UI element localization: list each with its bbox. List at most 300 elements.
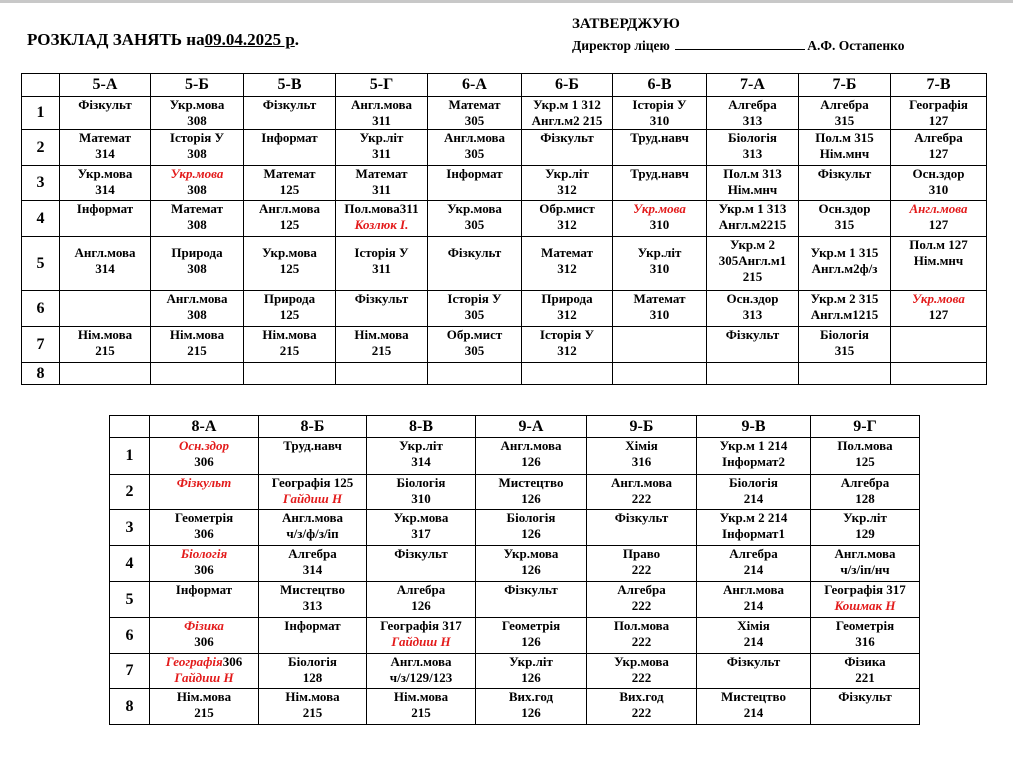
lesson-cell: [707, 237, 799, 291]
cell-line: [151, 146, 243, 162]
lesson-cell: [587, 438, 697, 475]
lesson-text: 222: [631, 705, 652, 720]
lesson-text: 215: [194, 705, 214, 720]
lesson-text: Хімія: [625, 438, 658, 453]
cell-line: [707, 146, 798, 162]
lesson-text: 315: [834, 217, 855, 232]
lesson-text: Обр.мист: [539, 201, 595, 216]
cell-line: [799, 327, 890, 343]
cell-line: [811, 654, 919, 670]
lesson-text: ч/з/ф/з/іп: [286, 526, 339, 541]
schedule-table-grades-8-9: [109, 415, 920, 725]
lesson-cell: [244, 237, 336, 291]
cell-line: [150, 454, 258, 470]
cell-line: [522, 327, 612, 343]
lesson-text: 126: [521, 705, 541, 720]
lesson-text: 314: [95, 146, 115, 161]
lesson-cell: [151, 237, 244, 291]
lesson-text: Алгебра: [914, 130, 963, 145]
cell-line: [613, 130, 706, 146]
lesson-text: 128: [855, 491, 875, 506]
cell-line: [587, 670, 696, 686]
lesson-text: Нім.мова: [354, 327, 409, 342]
lesson-text: 127: [928, 113, 949, 128]
lesson-row: [110, 582, 920, 618]
cell-line: [891, 146, 986, 162]
lesson-text: Укр.мова: [169, 97, 225, 112]
lesson-cell: [428, 97, 522, 130]
lesson-cell: [697, 438, 811, 475]
cell-line: [799, 245, 890, 261]
lesson-cell: [811, 582, 920, 618]
lesson-text: Нім.мова: [169, 327, 225, 342]
lesson-cell: [799, 166, 891, 201]
lesson-cell: [476, 510, 587, 546]
cell-line: [697, 582, 810, 598]
cell-line: [476, 510, 586, 526]
class-header: 6-А: [428, 74, 522, 97]
lesson-cell: [587, 475, 697, 510]
lesson-cell: [613, 166, 707, 201]
lesson-cell: [336, 327, 428, 363]
lesson-text: ч/з/129/123: [389, 670, 453, 685]
lesson-row: [22, 97, 987, 130]
cell-line: [799, 146, 890, 162]
lesson-text: 310: [928, 182, 949, 197]
lesson-cell: [60, 166, 151, 201]
lesson-cell: [613, 130, 707, 166]
cell-line: [697, 618, 810, 634]
lesson-text: 314: [95, 182, 115, 197]
class-header: 5-Б: [151, 74, 244, 97]
lesson-text: 128: [302, 670, 323, 685]
lesson-cell: [697, 689, 811, 725]
cell-line: [151, 182, 243, 198]
lesson-cell: [428, 201, 522, 237]
lesson-text: 125: [279, 217, 300, 232]
lesson-text: Фізкульт: [354, 291, 409, 306]
lesson-text: Математ: [79, 130, 131, 145]
teacher-or-note: Англ.мова: [909, 201, 968, 216]
cell-line: [811, 618, 919, 634]
class-header: 5-Г: [336, 74, 428, 97]
lesson-cell: [707, 291, 799, 327]
cell-line: [697, 689, 810, 705]
cell-line: [259, 654, 366, 670]
lesson-text: Фізкульт: [817, 166, 872, 181]
lesson-text: Фізкульт: [540, 130, 594, 145]
cell-line: [428, 217, 521, 233]
class-header: 5-В: [244, 74, 336, 97]
cell-line: [613, 97, 706, 113]
lesson-cell: [336, 201, 428, 237]
lesson-text: 306: [194, 454, 214, 469]
lesson-text: Математ: [171, 201, 223, 216]
cell-line: [259, 491, 366, 507]
approval-heading: ЗАТВЕРДЖУЮ: [572, 16, 680, 32]
lesson-text: 127: [928, 217, 949, 232]
lesson-text: Геометрія: [501, 618, 561, 633]
lesson-text: Осн.здор: [818, 201, 871, 216]
lesson-cell: [891, 97, 987, 130]
cell-line: [428, 130, 521, 146]
lesson-text: 222: [631, 562, 652, 577]
class-header: 8-Б: [259, 416, 367, 438]
cell-line: [244, 217, 335, 233]
cell-line: [244, 327, 335, 343]
cell-line: [259, 670, 366, 686]
cell-line: [60, 245, 150, 261]
cell-line: [811, 438, 919, 454]
lesson-text: Укр.літ: [843, 510, 887, 525]
lesson-text: Укр.мова: [77, 166, 133, 181]
cell-line: [259, 618, 366, 634]
cell-line: [367, 526, 475, 542]
lesson-text: Фізкульт: [78, 97, 132, 112]
class-header: 8-А: [150, 416, 259, 438]
lesson-text: Алгебра: [820, 97, 869, 112]
cell-line: [150, 654, 258, 670]
lesson-text: Географія: [909, 97, 968, 112]
lesson-text: Вих.год: [619, 689, 664, 704]
cell-line: [811, 510, 919, 526]
cell-line: [428, 245, 521, 261]
lesson-cell: [707, 130, 799, 166]
lesson-text: Нім.мнч: [727, 182, 778, 197]
cell-line: [244, 307, 335, 323]
corner-cell: [110, 416, 150, 438]
lesson-text: 215: [411, 705, 431, 720]
lesson-cell: [367, 618, 476, 654]
lesson-cell: [522, 363, 613, 385]
lesson-cell: [336, 237, 428, 291]
lesson-cell: [150, 618, 259, 654]
cell-line: [367, 454, 475, 470]
lesson-text: Англ.мова: [390, 654, 452, 669]
cell-line: [244, 182, 335, 198]
lesson-text: 125: [279, 261, 300, 276]
lesson-cell: [151, 130, 244, 166]
cell-line: [150, 670, 258, 686]
cell-line: [522, 261, 612, 277]
lesson-text: Біологія: [396, 475, 446, 490]
lesson-text: 310: [649, 261, 670, 276]
cell-line: [367, 598, 475, 614]
lesson-row: [22, 237, 987, 291]
cell-line: [476, 689, 586, 705]
lesson-text: Математ: [541, 245, 593, 260]
lesson-text: 306: [222, 654, 243, 669]
cell-line: [476, 705, 586, 721]
corner-cell: [22, 74, 60, 97]
lesson-text: Англ.мова: [500, 438, 562, 453]
lesson-text: Фізкульт: [725, 327, 780, 342]
teacher-or-note: Гайдиш Н: [174, 670, 234, 685]
lesson-cell: [613, 363, 707, 385]
lesson-text: Укр.літ: [359, 130, 404, 145]
cell-line: [476, 454, 586, 470]
cell-line: [891, 307, 986, 323]
cell-line: [587, 491, 696, 507]
cell-line: [367, 689, 475, 705]
lesson-row: [22, 130, 987, 166]
lesson-text: 310: [649, 217, 670, 232]
lesson-number: 6: [22, 291, 60, 327]
lesson-cell: [522, 166, 613, 201]
lesson-text: 315: [834, 113, 855, 128]
lesson-cell: [697, 510, 811, 546]
lesson-text: 311: [372, 261, 391, 276]
lesson-number: 1: [22, 97, 60, 130]
lesson-text: 316: [631, 454, 652, 469]
lesson-text: 313: [302, 598, 323, 613]
cell-line: [891, 130, 986, 146]
lesson-cell: [367, 546, 476, 582]
teacher-or-note: Гайдиш Н: [282, 491, 343, 506]
lesson-cell: [60, 363, 151, 385]
cell-line: [522, 291, 612, 307]
teacher-or-note: Гайдиш Н: [391, 634, 451, 649]
teacher-or-note: Укр.мова: [170, 166, 224, 181]
cell-line: [891, 201, 986, 217]
lesson-text: Англ.мова: [258, 201, 321, 216]
lesson-text: 305: [464, 217, 485, 232]
lesson-text: Фізкульт: [394, 546, 448, 561]
cell-line: [336, 327, 427, 343]
lesson-row: [110, 438, 920, 475]
lesson-cell: [522, 130, 613, 166]
lesson-text: Нім.мова: [176, 689, 232, 704]
cell-line: [259, 475, 366, 491]
lesson-cell: [428, 130, 522, 166]
cell-line: [259, 510, 366, 526]
cell-line: [811, 689, 919, 705]
lesson-cell: [476, 475, 587, 510]
cell-line: [522, 97, 612, 113]
lesson-row: [22, 166, 987, 201]
lesson-text: 308: [187, 146, 207, 161]
lesson-text: Природа: [263, 291, 316, 306]
lesson-text: 125: [279, 182, 300, 197]
cell-line: [150, 689, 258, 705]
cell-line: [150, 618, 258, 634]
cell-line: [811, 598, 919, 614]
lesson-text: 214: [743, 634, 764, 649]
lesson-text: 126: [521, 454, 541, 469]
lesson-row: [110, 510, 920, 546]
teacher-or-note: Кошмак Н: [834, 598, 896, 613]
lesson-text: Фізкульт: [838, 689, 892, 704]
cell-line: [707, 327, 798, 343]
lesson-cell: [259, 654, 367, 689]
lesson-text: 305: [464, 307, 485, 322]
lesson-cell: [367, 582, 476, 618]
lesson-cell: [476, 582, 587, 618]
cell-line: [60, 146, 150, 162]
lesson-text: 308: [187, 307, 207, 322]
class-header: 9-Б: [587, 416, 697, 438]
lesson-text: Пол.мова: [613, 618, 670, 633]
cell-line: [428, 113, 521, 129]
lesson-cell: [259, 582, 367, 618]
cell-line: [244, 201, 335, 217]
cell-line: [367, 670, 475, 686]
lesson-text: Укр.мова: [503, 546, 559, 561]
cell-line: [60, 97, 150, 113]
lesson-text: Осн.здор: [912, 166, 965, 181]
teacher-or-note: Козлюк І.: [354, 217, 409, 232]
lesson-cell: [811, 438, 920, 475]
lesson-text: Алгебра: [288, 546, 337, 561]
cell-line: [891, 113, 986, 129]
lesson-text: Інформат1: [722, 526, 785, 541]
header-row: [22, 74, 987, 97]
lesson-text: ч/з/іп/нч: [840, 562, 890, 577]
signature-blank: [675, 38, 805, 50]
cell-line: [613, 166, 706, 182]
teacher-or-note: Укр.мова: [912, 291, 965, 306]
cell-line: [428, 291, 521, 307]
lesson-text: Укр.м 1 315: [810, 245, 879, 260]
cell-line: [522, 343, 612, 359]
lesson-text: 306: [194, 634, 214, 649]
cell-line: [587, 598, 696, 614]
cell-line: [707, 201, 798, 217]
cell-line: [697, 510, 810, 526]
lesson-cell: [150, 510, 259, 546]
lesson-cell: [613, 237, 707, 291]
lesson-text: Біологія: [820, 327, 869, 342]
lesson-cell: [150, 654, 259, 689]
lesson-text: Англ.м1215: [810, 307, 879, 322]
cell-line: [367, 491, 475, 507]
lesson-row: [110, 689, 920, 725]
lesson-cell: [244, 97, 336, 130]
lesson-text: Біологія: [288, 654, 337, 669]
lesson-cell: [522, 291, 613, 327]
lesson-cell: [60, 130, 151, 166]
cell-line: [476, 634, 586, 650]
cell-line: [811, 454, 919, 470]
lesson-text: 126: [521, 526, 541, 541]
lesson-cell: [336, 166, 428, 201]
cell-line: [151, 97, 243, 113]
lesson-number: 2: [22, 130, 60, 166]
cell-line: [259, 705, 366, 721]
approval-signature-line: [572, 35, 904, 56]
cell-line: [587, 454, 696, 470]
lesson-cell: [259, 475, 367, 510]
lesson-number: 8: [22, 363, 60, 385]
lesson-cell: [476, 654, 587, 689]
lesson-text: Укр.мова: [262, 245, 317, 260]
lesson-cell: [587, 618, 697, 654]
cell-line: [522, 245, 612, 261]
cell-line: [707, 237, 798, 253]
cell-line: [587, 546, 696, 562]
lesson-text: Мистецтво: [498, 475, 564, 490]
lesson-cell: [367, 438, 476, 475]
lesson-text: Англ.м2ф/з: [811, 261, 878, 276]
lesson-text: Англ.мова: [443, 130, 506, 145]
lesson-cell: [799, 363, 891, 385]
lesson-text: Укр.м 1 312: [533, 97, 601, 112]
cell-line: [151, 166, 243, 182]
cell-line: [707, 166, 798, 182]
lesson-cell: [799, 327, 891, 363]
cell-line: [613, 291, 706, 307]
cell-line: [150, 546, 258, 562]
cell-line: [367, 510, 475, 526]
cell-line: [891, 291, 986, 307]
cell-line: [613, 307, 706, 323]
lesson-text: 126: [521, 491, 541, 506]
lesson-text: Математ: [448, 97, 501, 112]
lesson-cell: [891, 130, 987, 166]
class-header: 9-Г: [811, 416, 920, 438]
cell-line: [697, 705, 810, 721]
lesson-text: Інформат2: [722, 454, 785, 469]
lesson-text: Фізкульт: [614, 510, 669, 525]
cell-line: [799, 307, 890, 323]
cell-line: [587, 654, 696, 670]
cell-line: [613, 113, 706, 129]
cell-line: [259, 582, 366, 598]
lesson-text: Історія У: [632, 97, 687, 112]
cell-line: [707, 217, 798, 233]
cell-line: [367, 475, 475, 491]
lesson-text: Осн.здор: [726, 291, 779, 306]
lesson-cell: [697, 546, 811, 582]
cell-line: [259, 546, 366, 562]
lesson-text: 215: [742, 269, 763, 284]
cell-line: [244, 166, 335, 182]
cell-line: [151, 261, 243, 277]
lesson-text: 310: [411, 491, 431, 506]
cell-line: [799, 130, 890, 146]
lesson-text: 127: [928, 307, 949, 322]
lesson-text: 222: [631, 598, 652, 613]
lesson-cell: [811, 510, 920, 546]
lesson-cell: [367, 475, 476, 510]
lesson-text: Пол.м 313: [723, 166, 782, 181]
approval-role: Директор ліцею: [572, 38, 670, 53]
lesson-text: 312: [557, 217, 577, 232]
cell-line: [799, 261, 890, 277]
cell-line: [613, 217, 706, 233]
lesson-cell: [367, 510, 476, 546]
cell-line: [336, 217, 427, 233]
lesson-cell: [522, 97, 613, 130]
lesson-number: 6: [110, 618, 150, 654]
lesson-text: Фізика: [844, 654, 886, 669]
cell-line: [150, 634, 258, 650]
lesson-cell: [151, 97, 244, 130]
cell-line: [891, 97, 986, 113]
lesson-cell: [891, 237, 987, 291]
cell-line: [259, 689, 366, 705]
cell-line: [697, 654, 810, 670]
lesson-text: Укр.м 1 214: [719, 438, 788, 453]
lesson-cell: [891, 201, 987, 237]
class-header: 8-В: [367, 416, 476, 438]
cell-line: [697, 526, 810, 542]
cell-line: [336, 97, 427, 113]
lesson-text: 305: [464, 146, 485, 161]
cell-line: [367, 438, 475, 454]
class-header: 7-Б: [799, 74, 891, 97]
cell-line: [707, 130, 798, 146]
